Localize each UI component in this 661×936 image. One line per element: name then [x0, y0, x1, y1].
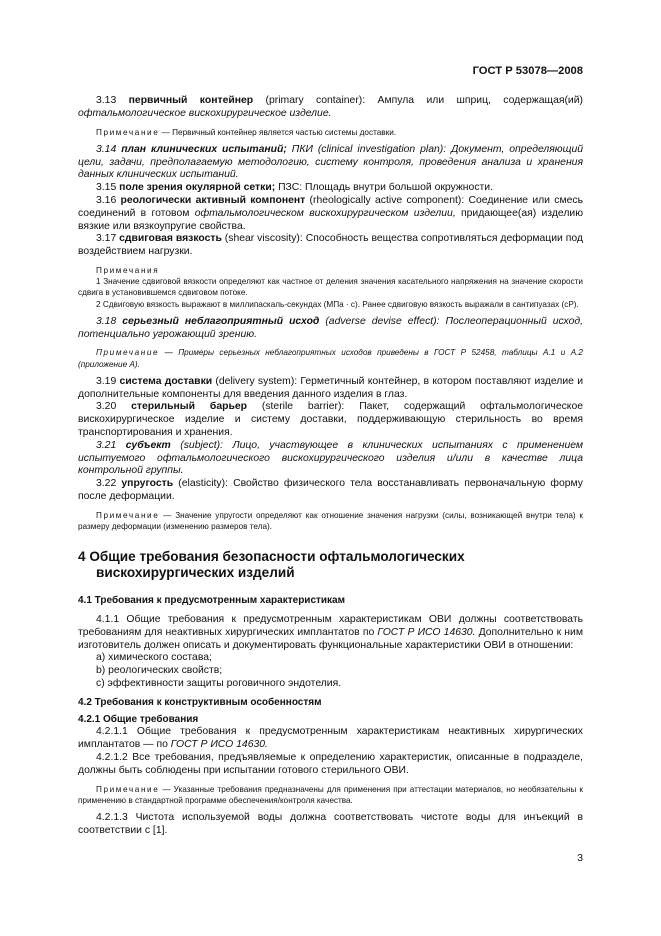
note-3-17-2: 2 Сдвиговую вязкость выражают в миллипаскаль-секундах (МПа · с). Ранее сдвиговую вязкость выражали в сантипуазах (сР). — [96, 299, 579, 309]
term-3-17: 3.17 сдвиговая вязкость (shear viscosity): Способность вещества сопротивляться деформации под воздействием нагрузки. — [78, 233, 583, 258]
note-3-17-1: 1 Значение сдвиговой вязкости определяют как частное от деления значения касательного напряжения на значение скорости сдвига в установившемся сдвиговом потоке. — [78, 277, 583, 298]
term-3-18: 3.18 серьезный неблагоприятный исход (adverse devise effect): Послеоперационный исход, потенциально угрожающий зрению. — [78, 315, 584, 340]
para-4-2-1-3: 4.2.1.3 Чистота используемой воды должна соответствовать чистоте воды для инъекций в соответствии с [1]. — [78, 811, 583, 836]
term-label: первичный контейнер — [128, 95, 254, 106]
term-3-19: 3.19 система доставки (delivery system): Герметичный контейнер, в котором поставляют изделие и дополнительные компоненты для введения данного изделия в глаз. — [78, 375, 583, 400]
list-item: b) реологических свойств; — [96, 665, 223, 677]
term-3-20: 3.20 стерильный барьер (sterile barrier): Пакет, содержащий офтальмологическое вискохирургическое изделие и систему доставки, поддерживающую стерильность во время транспортирования и хранения. — [78, 401, 584, 438]
note-4-2-1-2: Примечание — Указанные требования предназначены для применения при аттестации материалов, но необязательны к применению в стандартной программе обеспечения/контроля качества. — [78, 784, 583, 805]
list-item: a) химического состава; — [96, 652, 212, 664]
term-3-16: 3.16 реологически активный компонент (rheologically active component): Соединение или смесь соединений в готовом офтальмологическом вискохирургическом изделии, придающее(ая) изделию вязкие или вязкоупругие свойства. — [78, 194, 583, 232]
document-code-header: ГОСТ Р 53078—2008 — [472, 65, 583, 77]
note-3-13: Примечание — Первичный контейнер является частью системы доставки. — [96, 127, 397, 137]
term-label: поле зрения окулярной сетки; — [119, 182, 276, 194]
term-label: план клинических испытаний; — [121, 143, 287, 155]
subsection-4-2-1-heading: 4.2.1 Общие требования — [78, 713, 199, 725]
term-3-22: 3.22 упругость (elasticity): Свойство физического тела восстанавливать первоначальную форму после деформации. — [78, 478, 583, 502]
section-4-title: 4 Общие требования безопасности офтальмологических вискохирургических изделий — [78, 549, 465, 581]
term-3-13: 3.13 первичный контейнер (primary container): Ампула или шприц, содержащая(ий) офтальмологическое вискохирургическое изделие. — [78, 95, 584, 119]
notes-3-17-heading: Примечания — [96, 265, 160, 275]
term-label: упругость — [121, 478, 174, 490]
term-label: серьезный неблагоприятный исход — [122, 315, 320, 327]
term-3-14: 3.14 план клинических испытаний; ПКИ (clinical investigation plan): Документ, определяющий цели, задачи, предполагаемую методологию, систему контроля, проведения анализа и хранения данных клинических испытаний. — [78, 143, 583, 181]
term-label: стерильный барьер — [131, 401, 247, 413]
term-label: реологически активный компонент — [120, 194, 306, 206]
page-body — [78, 95, 583, 838]
term-3-21: 3.21 субъект (subject): Лицо, участвующее в клинических испытаниях с применением испытуемого офтальмологического вискохирургического изделия и/или в качестве лица контрольной группы. — [78, 439, 584, 477]
note-3-18: Примечание — Примеры серьезных неблагоприятных исходов приведены в ГОСТ Р 52458, таблицы А.1 и А.2 (приложение А). — [78, 348, 583, 369]
para-4-2-1-1: 4.2.1.1 Общие требования к предусмотренным характеристикам неактивных хирургических имплантатов — по ГОСТ Р ИСО 14630. — [78, 726, 583, 751]
term-label: система доставки — [119, 375, 213, 387]
term-label: сдвиговая вязкость — [119, 233, 222, 245]
para-4-2-1-2: 4.2.1.2 Все требования, предъявляемые к определению характеристик, описанные в подразделе, должны быть соблюдены при испытании готового стерильного ОВИ. — [78, 751, 583, 776]
subsection-4-2-heading: 4.2 Требования к конструктивным особенностям — [78, 696, 322, 708]
subsection-4-1-heading: 4.1 Требования к предусмотренным характеристикам — [78, 595, 346, 607]
list-item: c) эффективности защиты роговичного эндотелия. — [96, 677, 342, 689]
para-4-1-1: 4.1.1 Общие требования к предусмотренным характеристикам ОВИ должны соответствовать требованиям для неактивных хирургических имплантатов по ГОСТ Р ИСО 14630. Дополнительно к ним изготовитель должен описать и документировать функциональные характеристики ОВИ в отношении: — [78, 613, 583, 651]
note-3-22: Примечание — Значение упругости определяют как отношение значения нагрузки (силы, возникающей внутри тела) к размеру деформации (изменению размеров тела). — [78, 510, 584, 531]
page-number: 3 — [577, 853, 583, 864]
term-label: субъект — [125, 439, 171, 451]
term-3-15: 3.15 поле зрения окулярной сетки; ПЗС: Площадь внутри большой окружности. — [96, 182, 493, 194]
